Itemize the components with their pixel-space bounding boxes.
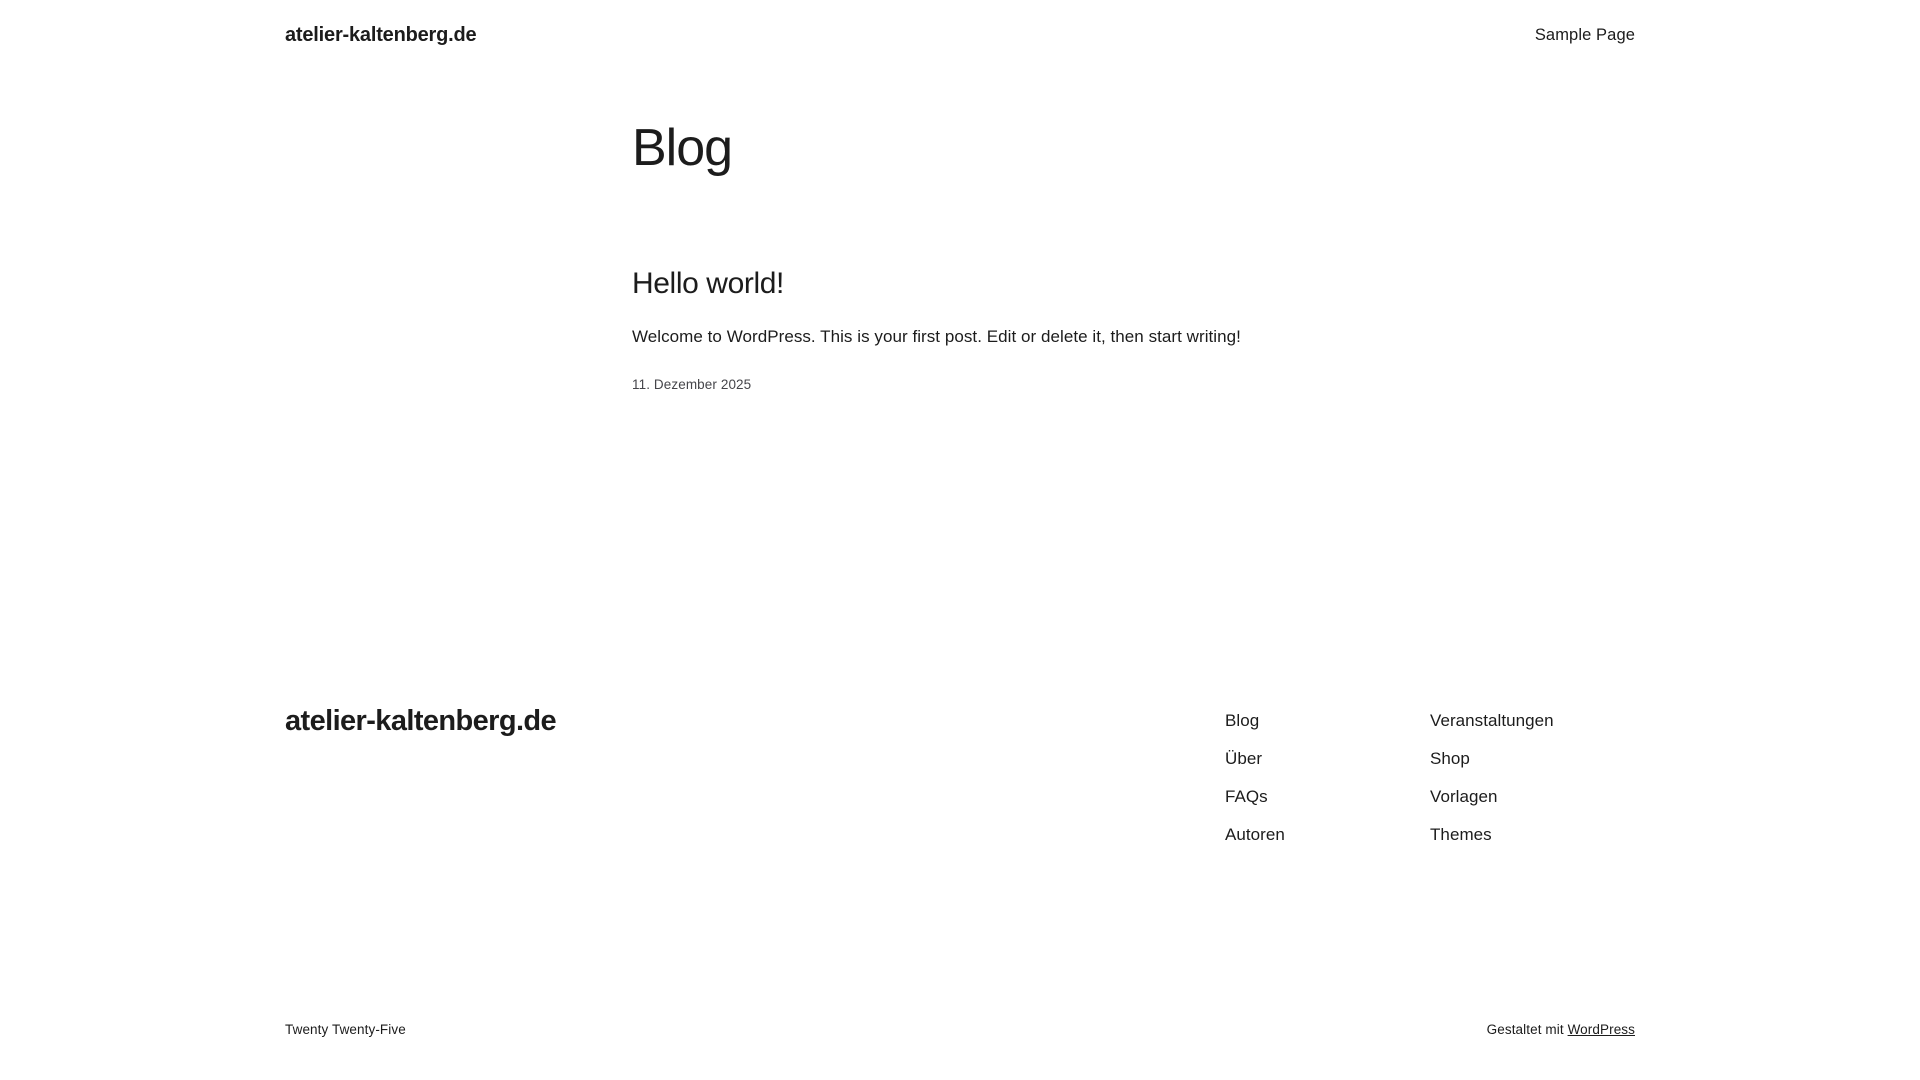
footer-top (285, 706, 1635, 843)
footer-link-themes[interactable]: Themes (1430, 825, 1492, 844)
footer-link-vorlagen[interactable]: Vorlagen (1430, 787, 1498, 806)
post-title-link[interactable]: Hello world! (632, 267, 784, 301)
post-excerpt: Welcome to WordPress. This is your first post. Edit or delete it, then start writing! (632, 326, 1241, 346)
post-date: 11. Dezember 2025 (632, 377, 752, 393)
nav-item-sample-page[interactable]: Sample Page (1534, 25, 1635, 44)
footer-link-ueber[interactable]: Über (1225, 749, 1263, 768)
footer-column-one (1225, 712, 1430, 843)
primary-navigation (1535, 26, 1635, 45)
footer-link-veranstaltungen[interactable]: Veranstaltungen (1430, 711, 1554, 730)
footer-link-faqs[interactable]: FAQs (1225, 787, 1268, 806)
footer-bottom (0, 1022, 1920, 1037)
footer-link-shop[interactable]: Shop (1430, 749, 1470, 768)
wordpress-link[interactable]: WordPress (1567, 1022, 1635, 1037)
main-content (632, 120, 1632, 392)
page-title: Blog (632, 119, 733, 177)
post-item (632, 267, 1632, 392)
footer-link-blog[interactable]: Blog (1225, 711, 1260, 730)
designed-with-prefix: Gestaltet mit (1486, 1022, 1568, 1037)
site-footer (0, 705, 1920, 1037)
footer-brand-link[interactable]: atelier-kaltenberg.de (285, 705, 557, 737)
site-title-link[interactable]: atelier-kaltenberg.de (285, 24, 477, 46)
designed-with (1487, 1022, 1635, 1037)
footer-link-columns (1225, 706, 1635, 843)
site-header (0, 0, 1920, 70)
post-title (632, 267, 1632, 302)
footer-column-two (1430, 712, 1635, 843)
footer-link-autoren[interactable]: Autoren (1225, 825, 1285, 844)
theme-credit: Twenty Twenty-Five (285, 1022, 406, 1037)
